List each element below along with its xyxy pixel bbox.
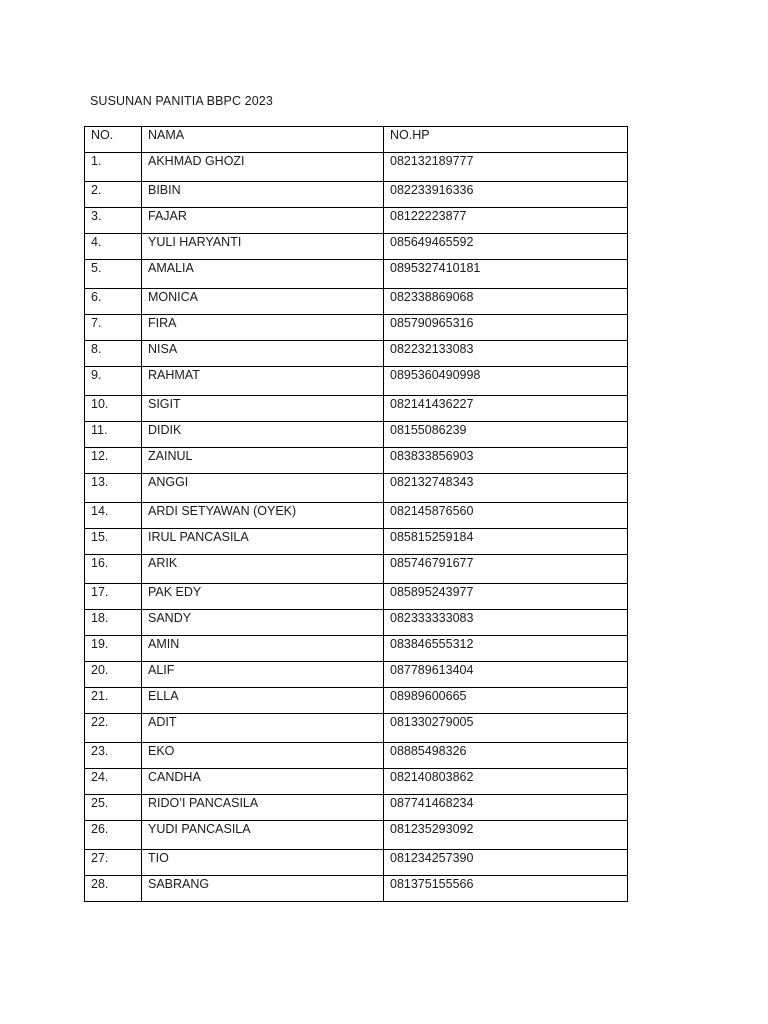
- table-row: [85, 714, 628, 743]
- cell-phone: 081375155566: [384, 876, 628, 902]
- table-row: [85, 821, 628, 850]
- cell-name: ARDI SETYAWAN (OYEK): [142, 503, 384, 529]
- cell-name: YUDI PANCASILA: [142, 821, 384, 850]
- cell-phone: 081330279005: [384, 714, 628, 743]
- cell-phone: 08122223877: [384, 208, 628, 234]
- cell-phone: 08989600665: [384, 688, 628, 714]
- table-row: [85, 610, 628, 636]
- table-row: [85, 289, 628, 315]
- cell-no: 10.: [85, 396, 142, 422]
- cell-no: 24.: [85, 769, 142, 795]
- cell-name: BIBIN: [142, 182, 384, 208]
- cell-phone: 08155086239: [384, 422, 628, 448]
- cell-name: IRUL PANCASILA: [142, 529, 384, 555]
- cell-no: 2.: [85, 182, 142, 208]
- header-name: NAMA: [142, 127, 384, 153]
- cell-no: 4.: [85, 234, 142, 260]
- table-row: [85, 850, 628, 876]
- cell-name: CANDHA: [142, 769, 384, 795]
- cell-phone: 083833856903: [384, 448, 628, 474]
- cell-no: 5.: [85, 260, 142, 289]
- cell-no: 3.: [85, 208, 142, 234]
- table-row: [85, 555, 628, 584]
- table-row: [85, 396, 628, 422]
- table-row: [85, 474, 628, 503]
- table-row: [85, 769, 628, 795]
- cell-no: 20.: [85, 662, 142, 688]
- cell-phone: 087789613404: [384, 662, 628, 688]
- cell-no: 17.: [85, 584, 142, 610]
- table-row: [85, 208, 628, 234]
- cell-no: 14.: [85, 503, 142, 529]
- cell-name: ELLA: [142, 688, 384, 714]
- cell-phone: 082132748343: [384, 474, 628, 503]
- cell-phone: 082233916336: [384, 182, 628, 208]
- cell-no: 11.: [85, 422, 142, 448]
- cell-name: SIGIT: [142, 396, 384, 422]
- cell-name: EKO: [142, 743, 384, 769]
- cell-name: PAK EDY: [142, 584, 384, 610]
- cell-name: ANGGI: [142, 474, 384, 503]
- cell-phone: 082141436227: [384, 396, 628, 422]
- table-row: [85, 315, 628, 341]
- cell-phone: 085790965316: [384, 315, 628, 341]
- cell-phone: 081234257390: [384, 850, 628, 876]
- table-row: [85, 153, 628, 182]
- cell-phone: 085746791677: [384, 555, 628, 584]
- table-row: [85, 529, 628, 555]
- cell-no: 1.: [85, 153, 142, 182]
- cell-phone: 087741468234: [384, 795, 628, 821]
- cell-name: SANDY: [142, 610, 384, 636]
- page-title: SUSUNAN PANITIA BBPC 2023: [90, 94, 273, 108]
- committee-table: [84, 126, 628, 902]
- table-header: [85, 127, 628, 153]
- header-no: NO.: [85, 127, 142, 153]
- cell-no: 22.: [85, 714, 142, 743]
- cell-no: 18.: [85, 610, 142, 636]
- cell-no: 13.: [85, 474, 142, 503]
- cell-name: YULI HARYANTI: [142, 234, 384, 260]
- cell-no: 6.: [85, 289, 142, 315]
- cell-no: 25.: [85, 795, 142, 821]
- cell-no: 23.: [85, 743, 142, 769]
- table-row: [85, 688, 628, 714]
- table-row: [85, 448, 628, 474]
- header-phone: NO.HP: [384, 127, 628, 153]
- header-row: [85, 127, 628, 153]
- cell-phone: 08885498326: [384, 743, 628, 769]
- cell-name: NISA: [142, 341, 384, 367]
- cell-phone: 085649465592: [384, 234, 628, 260]
- table-row: [85, 662, 628, 688]
- cell-no: 26.: [85, 821, 142, 850]
- cell-no: 7.: [85, 315, 142, 341]
- cell-name: ZAINUL: [142, 448, 384, 474]
- cell-phone: 082333333083: [384, 610, 628, 636]
- cell-name: AMIN: [142, 636, 384, 662]
- table-row: [85, 341, 628, 367]
- table-row: [85, 234, 628, 260]
- table-row: [85, 367, 628, 396]
- table-row: [85, 636, 628, 662]
- cell-phone: 082145876560: [384, 503, 628, 529]
- cell-name: FAJAR: [142, 208, 384, 234]
- cell-no: 12.: [85, 448, 142, 474]
- cell-name: FIRA: [142, 315, 384, 341]
- table-row: [85, 422, 628, 448]
- cell-no: 15.: [85, 529, 142, 555]
- cell-phone: 082338869068: [384, 289, 628, 315]
- cell-no: 8.: [85, 341, 142, 367]
- cell-phone: 085815259184: [384, 529, 628, 555]
- cell-phone: 085895243977: [384, 584, 628, 610]
- table-body: [85, 153, 628, 902]
- cell-name: AMALIA: [142, 260, 384, 289]
- cell-name: AKHMAD GHOZI: [142, 153, 384, 182]
- cell-name: MONICA: [142, 289, 384, 315]
- cell-no: 9.: [85, 367, 142, 396]
- table-row: [85, 876, 628, 902]
- cell-name: TIO: [142, 850, 384, 876]
- cell-name: DIDIK: [142, 422, 384, 448]
- cell-phone: 081235293092: [384, 821, 628, 850]
- table-row: [85, 503, 628, 529]
- table-row: [85, 182, 628, 208]
- cell-phone: 082232133083: [384, 341, 628, 367]
- cell-phone: 0895327410181: [384, 260, 628, 289]
- cell-phone: 082132189777: [384, 153, 628, 182]
- table-row: [85, 743, 628, 769]
- cell-name: RIDO’I PANCASILA: [142, 795, 384, 821]
- cell-no: 28.: [85, 876, 142, 902]
- cell-phone: 0895360490998: [384, 367, 628, 396]
- cell-no: 21.: [85, 688, 142, 714]
- cell-name: SABRANG: [142, 876, 384, 902]
- cell-no: 16.: [85, 555, 142, 584]
- cell-name: ADIT: [142, 714, 384, 743]
- table-row: [85, 795, 628, 821]
- cell-name: ARIK: [142, 555, 384, 584]
- table-row: [85, 584, 628, 610]
- cell-no: 27.: [85, 850, 142, 876]
- cell-name: RAHMAT: [142, 367, 384, 396]
- cell-name: ALIF: [142, 662, 384, 688]
- cell-phone: 082140803862: [384, 769, 628, 795]
- table-row: [85, 260, 628, 289]
- cell-no: 19.: [85, 636, 142, 662]
- cell-phone: 083846555312: [384, 636, 628, 662]
